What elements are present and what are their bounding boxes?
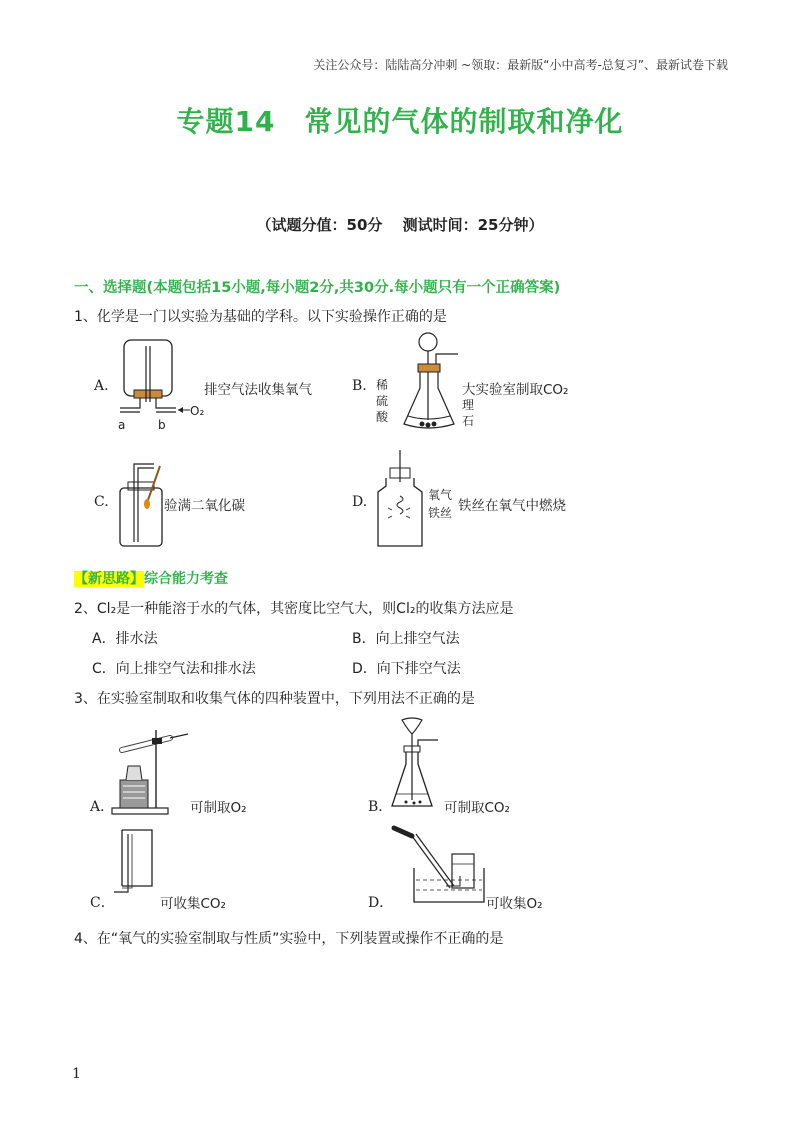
q3-c-apparatus-figure (110, 826, 160, 896)
q3-option-a-letter: A． (90, 799, 115, 815)
section-heading: 一、选择题(本题包括15小题,每小题2分,共30分.每小题只有一个正确答案) (74, 280, 561, 296)
q1-option-b-letter: B. (352, 378, 367, 394)
q3-d-apparatus-figure (390, 826, 486, 906)
q1-b-label-acid-3: 酸 (376, 410, 389, 424)
question-3-stem: 3、在实验室制取和收集气体的四种装置中，下列用法不正确的是 (74, 691, 475, 707)
q3-option-c-letter: C． (90, 895, 115, 911)
q2-option-d: D．向下排空气法 (352, 661, 461, 677)
new-idea-tag (74, 568, 228, 588)
q1-a-label-b: b (158, 418, 166, 432)
q2-option-b: B．向上排空气法 (352, 631, 460, 647)
q1-b-label-stone-2: 石 (462, 414, 475, 428)
q3-a-caption: 可制取O₂ (190, 800, 247, 816)
q2-option-c: C．向上排空气法和排水法 (92, 661, 256, 677)
q1-b-caption: 大实验室制取CO₂ (462, 382, 569, 398)
q1-option-c-letter: C. (94, 494, 109, 510)
q1-d-label-oxygen: 氧气 (428, 488, 453, 502)
q2-option-a: A．排水法 (92, 631, 158, 647)
q3-b-caption: 可制取CO₂ (444, 800, 510, 816)
new-idea-tag-label: 【新思路】 (74, 571, 144, 587)
q1-c-caption: 验满二氧化碳 (164, 498, 245, 514)
q3-d-caption: 可收集O₂ (486, 896, 543, 912)
q3-option-d-letter: D． (368, 895, 394, 911)
q3-a-apparatus-figure (108, 724, 194, 816)
q1-b-label-acid-2: 硫 (376, 394, 389, 408)
q1-a-label-a: a (118, 418, 126, 432)
q1-a-caption: 排空气法收集氧气 (204, 382, 312, 398)
new-idea-tag-text: 综合能力考查 (144, 571, 228, 587)
header-note: 关注公众号：陆陆高分冲刺 ~领取：最新版“小中高考-总复习”、最新试卷下载 (313, 58, 728, 72)
question-4-stem: 4、在“氧气的实验室制取与性质”实验中，下列装置或操作不正确的是 (74, 931, 504, 947)
q1-b-label-stone-1: 理 (462, 398, 475, 412)
q3-c-caption: 可收集CO₂ (160, 896, 226, 912)
q1-b-label-acid-1: 稀 (376, 378, 389, 392)
q1-a-label-o2: O₂ (190, 404, 205, 418)
q1-d-label-wire: 铁丝 (428, 506, 453, 520)
q3-b-apparatus-figure (388, 716, 448, 816)
question-2-stem: 2、Cl₂是一种能溶于水的气体，其密度比空气大，则Cl₂的收集方法应是 (74, 601, 514, 617)
q1-d-apparatus-figure (374, 446, 434, 552)
q1-d-caption: 铁丝在氧气中燃烧 (458, 498, 566, 514)
q1-option-d-letter: D. (352, 494, 368, 510)
question-1-stem: 1、化学是一门以实验为基础的学科。以下实验操作正确的是 (74, 309, 447, 325)
page-number: 1 (72, 1066, 81, 1082)
page-title: 专题14 常见的气体的制取和净化 (176, 105, 624, 138)
q3-option-b-letter: B． (368, 799, 393, 815)
exam-meta: （试题分值：50分 测试时间：25分钟） (256, 216, 544, 234)
q1-option-a-letter: A. (94, 378, 109, 394)
